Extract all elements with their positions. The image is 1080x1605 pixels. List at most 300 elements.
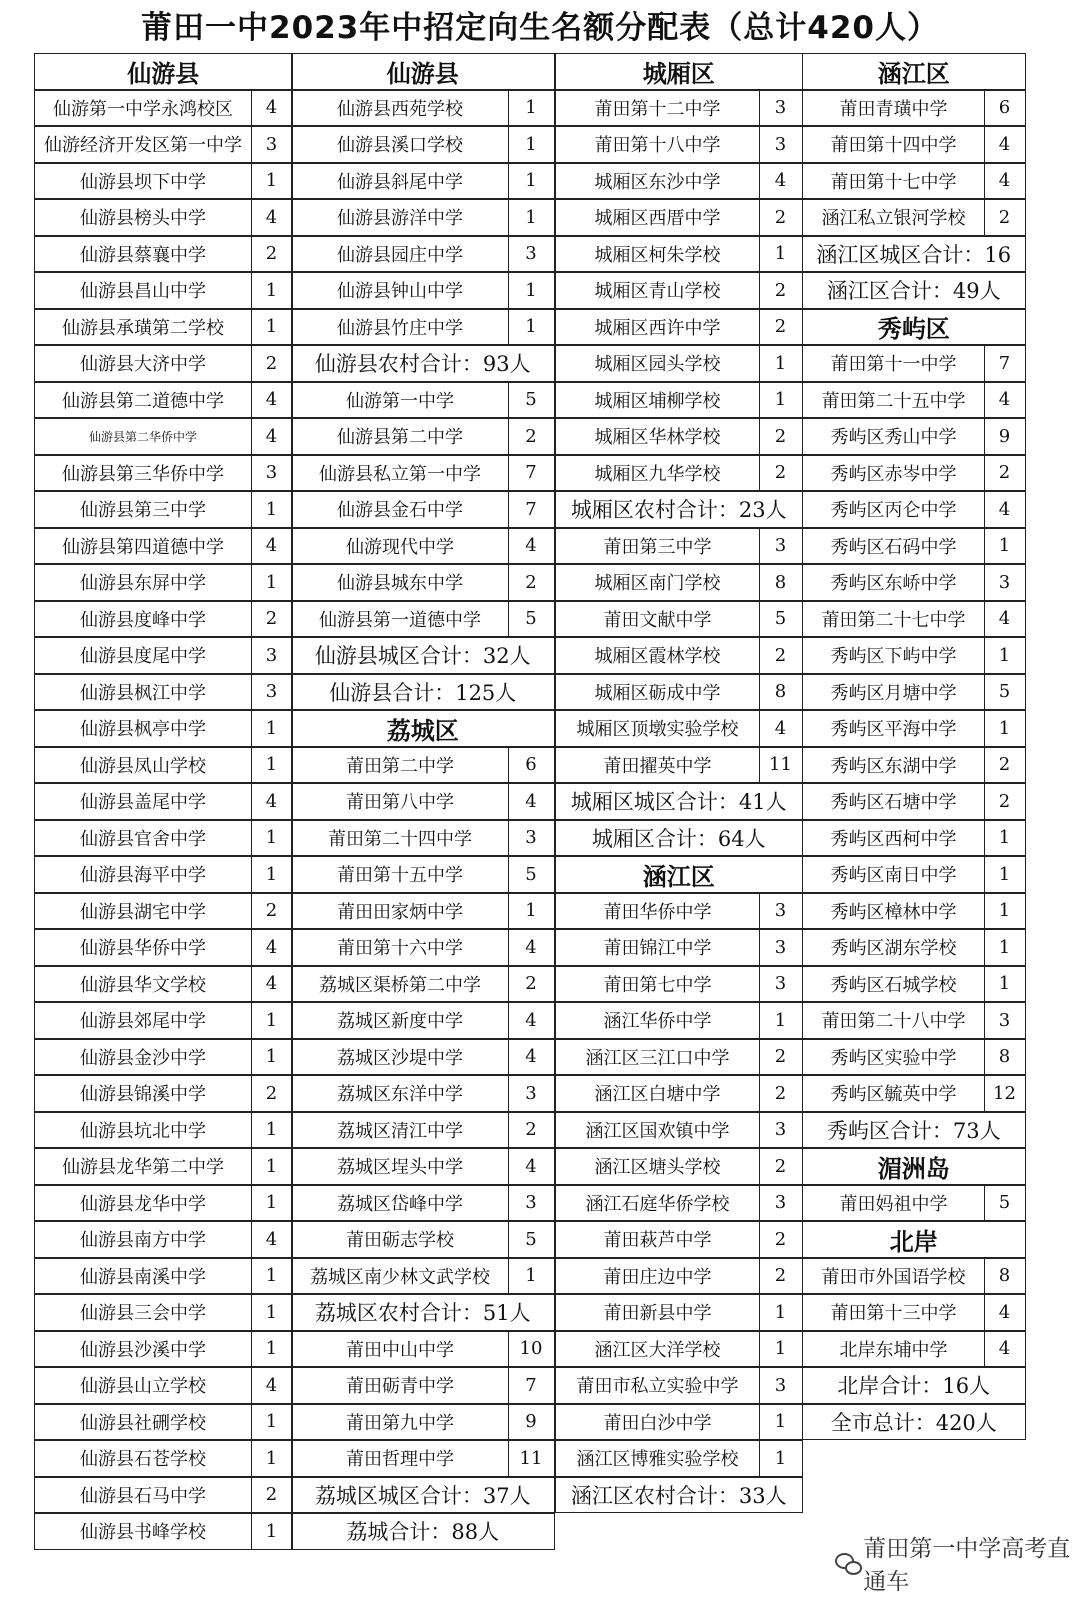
school-name: 仙游县社硎学校 [34,1404,252,1441]
quota-count: 1 [759,236,803,273]
table-row [34,272,293,309]
table-row [291,309,555,346]
region-header-row [291,53,555,90]
quota-count: 10 [508,1331,555,1368]
school-name: 莆田砺青中学 [291,1367,509,1404]
school-name: 涵江区三江口中学 [555,1039,760,1076]
quota-count: 2 [508,966,555,1003]
quota-count: 1 [759,1331,803,1368]
quota-count: 6 [508,747,555,784]
quota-count: 1 [251,1513,293,1550]
quota-count: 3 [759,1185,803,1222]
school-name: 仙游县坝下中学 [34,163,252,200]
school-name: 仙游县榜头中学 [34,199,252,236]
table-row [34,856,293,893]
school-name: 莆田妈祖中学 [802,1185,985,1222]
quota-count: 1 [508,90,555,127]
table-row [802,491,1026,528]
school-name: 仙游第一中学 [291,382,509,419]
quota-count: 1 [508,309,555,346]
quota-count: 1 [984,893,1026,930]
table-row [555,309,803,346]
quota-count: 3 [984,564,1026,601]
subtotal-row [291,637,555,674]
school-name: 仙游县枫江中学 [34,674,252,711]
table-row [802,564,1026,601]
table-row [555,455,803,492]
subtotal: 涵江区合计：49人 [802,272,1026,309]
quota-count: 8 [759,674,803,711]
region-header: 城厢区 [555,53,803,90]
table-row [555,1404,803,1441]
table-row [555,1440,803,1477]
quota-count: 4 [759,710,803,747]
quota-count: 2 [759,455,803,492]
table-row [34,747,293,784]
column-chengxiang-hanjiang [555,53,803,1513]
quota-count: 1 [759,1440,803,1477]
school-name: 仙游县书峰学校 [34,1513,252,1550]
table-row [34,674,293,711]
school-name: 仙游县华文学校 [34,966,252,1003]
school-name: 仙游县园庄中学 [291,236,509,273]
quota-count: 1 [759,1002,803,1039]
quota-count: 1 [251,856,293,893]
school-name: 仙游县私立第一中学 [291,455,509,492]
quota-count: 1 [759,1404,803,1441]
quota-count: 1 [251,1440,293,1477]
school-name: 城厢区埔柳学校 [555,382,760,419]
table-row [34,1513,293,1550]
region-header-row [291,710,555,747]
table-row [802,1075,1026,1112]
school-name: 仙游县蔡襄中学 [34,236,252,273]
school-name: 秀屿区赤岑中学 [802,455,985,492]
table-row [802,893,1026,930]
table-row [34,783,293,820]
table-row [34,1258,293,1295]
quota-count: 3 [759,1112,803,1149]
subtotal-row [802,1404,1026,1441]
school-name: 荔城区新度中学 [291,1002,509,1039]
subtotal-row [802,236,1026,273]
region-header-row [555,53,803,90]
table-row [802,1002,1026,1039]
school-name: 莆田擢英中学 [555,747,760,784]
school-name: 莆田第二十五中学 [802,382,985,419]
school-name: 仙游县钟山中学 [291,272,509,309]
school-name: 城厢区顶墩实验学校 [555,710,760,747]
school-name: 仙游县盖尾中学 [34,783,252,820]
quota-count: 5 [984,674,1026,711]
table-row [291,1367,555,1404]
quota-count: 5 [508,1221,555,1258]
subtotal: 城厢区合计：64人 [555,820,803,857]
table-row [802,856,1026,893]
school-name: 仙游县度峰中学 [34,601,252,638]
quota-count: 4 [984,601,1026,638]
table-row [34,1440,293,1477]
table-row [291,820,555,857]
subtotal: 仙游县合计：125人 [291,674,555,711]
table-row [555,1185,803,1222]
subtotal-row [291,1477,555,1514]
school-name: 仙游县游洋中学 [291,199,509,236]
quota-count: 2 [251,236,293,273]
quota-count: 1 [759,1294,803,1331]
school-name: 仙游县石马中学 [34,1477,252,1514]
page-title: 莆田一中2023年中招定向生名额分配表（总计420人） [141,10,939,46]
table-row [802,455,1026,492]
table-row [291,199,555,236]
quota-count: 3 [251,637,293,674]
quota-count: 2 [251,1477,293,1514]
school-name: 莆田第二十八中学 [802,1002,985,1039]
school-name: 城厢区园头学校 [555,345,760,382]
table-row [555,674,803,711]
school-name: 仙游县第四道德中学 [34,528,252,565]
quota-count: 1 [251,1258,293,1295]
quota-count: 2 [251,1075,293,1112]
quota-count: 4 [508,528,555,565]
school-name: 仙游县官舍中学 [34,820,252,857]
school-name: 仙游县大济中学 [34,345,252,382]
school-name: 仙游县龙华中学 [34,1185,252,1222]
table-row [802,163,1026,200]
table-row [34,564,293,601]
subtotal-row [555,1477,803,1514]
table-row [802,783,1026,820]
quota-count: 4 [251,929,293,966]
quota-count: 3 [251,455,293,492]
table-row [555,272,803,309]
table-row [291,966,555,1003]
quota-count: 4 [984,1331,1026,1368]
region-header-row [802,53,1026,90]
quota-count: 4 [251,783,293,820]
table-row [555,90,803,127]
school-name: 莆田第八中学 [291,783,509,820]
quota-count: 4 [759,163,803,200]
school-name: 仙游县西苑学校 [291,90,509,127]
quota-count: 4 [984,491,1026,528]
subtotal: 仙游县城区合计：32人 [291,637,555,674]
table-row [291,163,555,200]
subtotal-row [802,1112,1026,1149]
school-name: 仙游县三会中学 [34,1294,252,1331]
school-name: 莆田第九中学 [291,1404,509,1441]
table-row [34,601,293,638]
table-row [291,856,555,893]
table-row [34,893,293,930]
school-name: 秀屿区南日中学 [802,856,985,893]
school-name: 莆田田家炳中学 [291,893,509,930]
table-row [291,783,555,820]
quota-count: 1 [251,747,293,784]
subtotal: 涵江区城区合计：16 [802,236,1026,273]
table-row [291,236,555,273]
table-row [555,126,803,163]
school-name: 荔城区东洋中学 [291,1075,509,1112]
school-name: 涵江区博雅实验学校 [555,1440,760,1477]
table-row [34,528,293,565]
quota-count: 7 [508,491,555,528]
subtotal-row [291,1294,555,1331]
table-row [555,1294,803,1331]
school-name: 荔城区岱峰中学 [291,1185,509,1222]
quota-count: 2 [759,1148,803,1185]
table-row [291,1331,555,1368]
school-name: 仙游县金沙中学 [34,1039,252,1076]
region-header-row [555,856,803,893]
table-row [291,1440,555,1477]
table-row [291,1039,555,1076]
quota-count: 4 [251,966,293,1003]
table-row [291,491,555,528]
school-name: 莆田第十一中学 [802,345,985,382]
school-name: 秀屿区东峤中学 [802,564,985,601]
quota-count: 2 [759,309,803,346]
school-name: 莆田第十三中学 [802,1294,985,1331]
school-name: 仙游县山立学校 [34,1367,252,1404]
subtotal-row [291,1513,555,1550]
quota-count: 1 [251,564,293,601]
school-name: 莆田第二十四中学 [291,820,509,857]
quota-count: 1 [508,163,555,200]
table-row [34,710,293,747]
school-name: 秀屿区毓英中学 [802,1075,985,1112]
school-name: 莆田文献中学 [555,601,760,638]
school-name: 莆田第十五中学 [291,856,509,893]
school-name: 秀屿区石塘中学 [802,783,985,820]
subtotal-row [291,345,555,382]
quota-count: 1 [251,1404,293,1441]
table-row [802,1294,1026,1331]
quota-count: 2 [251,601,293,638]
table-row [291,564,555,601]
region-header: 仙游县 [291,53,555,90]
quota-count: 1 [251,1002,293,1039]
quota-count: 3 [759,893,803,930]
table-row [34,1039,293,1076]
table-row [555,893,803,930]
quota-count: 7 [984,345,1026,382]
quota-count: 4 [984,382,1026,419]
table-row [34,309,293,346]
school-name: 莆田青璜中学 [802,90,985,127]
school-name: 涵江石庭华侨学校 [555,1185,760,1222]
school-name: 莆田庄边中学 [555,1258,760,1295]
quota-count: 3 [508,1185,555,1222]
quota-count: 1 [251,163,293,200]
subtotal: 仙游县农村合计：93人 [291,345,555,382]
school-name: 仙游县第一道德中学 [291,601,509,638]
school-name: 仙游县第三华侨中学 [34,455,252,492]
quota-count: 2 [759,272,803,309]
subtotal-row [802,272,1026,309]
quota-count: 2 [984,783,1026,820]
school-name: 莆田锦江中学 [555,929,760,966]
table-row [34,418,293,455]
school-name: 涵江区白塘中学 [555,1075,760,1112]
table-row [555,1331,803,1368]
region-header: 涵江区 [802,53,1026,90]
school-name: 秀屿区秀山中学 [802,418,985,455]
quota-count: 1 [984,856,1026,893]
table-row [802,528,1026,565]
quota-count: 1 [984,820,1026,857]
quota-count: 2 [759,1039,803,1076]
quota-count: 5 [508,601,555,638]
school-name: 仙游县枫亭中学 [34,710,252,747]
school-name: 仙游县锦溪中学 [34,1075,252,1112]
quota-count: 4 [984,1294,1026,1331]
school-name: 仙游县竹庄中学 [291,309,509,346]
region-header-row [802,309,1026,346]
quota-count: 4 [251,382,293,419]
table-row [802,345,1026,382]
table-row [34,199,293,236]
table-row [555,163,803,200]
school-name: 秀屿区下屿中学 [802,637,985,674]
table-row [291,382,555,419]
quota-count: 4 [508,1148,555,1185]
table-row [555,1002,803,1039]
table-row [34,345,293,382]
quota-count: 3 [508,820,555,857]
quota-count: 1 [508,199,555,236]
table-row [34,1221,293,1258]
quota-count: 1 [251,1331,293,1368]
table-row [34,966,293,1003]
school-name: 北岸东埔中学 [802,1331,985,1368]
table-row [34,236,293,273]
quota-count: 8 [984,1258,1026,1295]
table-row [555,1148,803,1185]
table-row [802,674,1026,711]
school-name: 仙游县坑北中学 [34,1112,252,1149]
table-row [291,528,555,565]
school-name: 秀屿区平海中学 [802,710,985,747]
school-name: 仙游县东屏中学 [34,564,252,601]
school-name: 莆田第十四中学 [802,126,985,163]
table-row [555,929,803,966]
table-row [34,1404,293,1441]
table-row [291,418,555,455]
school-name: 仙游县度尾中学 [34,637,252,674]
table-row [291,747,555,784]
school-name: 莆田华侨中学 [555,893,760,930]
school-name: 秀屿区樟林中学 [802,893,985,930]
school-name: 仙游经济开发区第一中学 [34,126,252,163]
table-row [555,637,803,674]
subtotal: 全市总计：420人 [802,1404,1026,1441]
school-name: 莆田第二十七中学 [802,601,985,638]
school-name: 仙游县昌山中学 [34,272,252,309]
table-row [802,1185,1026,1222]
school-name: 仙游县凤山学校 [34,747,252,784]
table-row [291,455,555,492]
region-header-row [802,1221,1026,1258]
subtotal: 荔城区城区合计：37人 [291,1477,555,1514]
school-name: 仙游县石苍学校 [34,1440,252,1477]
region-header: 荔城区 [291,710,555,747]
school-name: 仙游第一中学永鸿校区 [34,90,252,127]
quota-count: 4 [251,528,293,565]
quota-count: 1 [251,1148,293,1185]
table-row [555,1258,803,1295]
quota-count: 4 [251,199,293,236]
table-row [802,601,1026,638]
quota-count: 9 [508,1404,555,1441]
table-row [555,1112,803,1149]
quota-count: 4 [984,126,1026,163]
quota-count: 11 [508,1440,555,1477]
region-header: 湄洲岛 [802,1148,1026,1185]
quota-count: 9 [984,418,1026,455]
quota-count: 1 [508,126,555,163]
quota-count: 3 [984,1002,1026,1039]
quota-count: 3 [251,674,293,711]
quota-count: 7 [508,455,555,492]
school-name: 秀屿区湖东学校 [802,929,985,966]
school-name: 莆田哲理中学 [291,1440,509,1477]
school-name: 荔城区南少林文武学校 [291,1258,509,1295]
quota-count: 2 [984,199,1026,236]
school-name: 仙游县龙华第二中学 [34,1148,252,1185]
subtotal: 涵江区农村合计：33人 [555,1477,803,1514]
table-row [555,382,803,419]
table-row [34,1367,293,1404]
table-row [34,1185,293,1222]
quota-count: 4 [251,1367,293,1404]
quota-count: 5 [759,601,803,638]
table-row [34,1112,293,1149]
table-row [34,929,293,966]
table-row [34,455,293,492]
quota-count: 8 [759,564,803,601]
quota-count: 1 [984,637,1026,674]
quota-count: 1 [251,1185,293,1222]
quota-count: 1 [508,272,555,309]
school-name: 莆田第七中学 [555,966,760,1003]
quota-count: 5 [508,382,555,419]
school-name: 荔城区清江中学 [291,1112,509,1149]
table-row [802,637,1026,674]
quota-count: 5 [984,1185,1026,1222]
school-name: 仙游县斜尾中学 [291,163,509,200]
table-row [802,418,1026,455]
school-name: 仙游县第三中学 [34,491,252,528]
quota-count: 7 [508,1367,555,1404]
table-row [291,1258,555,1295]
quota-count: 2 [759,1075,803,1112]
table-row [291,272,555,309]
table-row [802,126,1026,163]
quota-count: 2 [984,747,1026,784]
table-row [34,1294,293,1331]
quota-count: 3 [508,1075,555,1112]
quota-count: 2 [759,1258,803,1295]
quota-count: 2 [251,893,293,930]
table-row [291,1221,555,1258]
column-hanjiang-xiuyu-beian [802,53,1026,1440]
quota-count: 4 [508,1039,555,1076]
school-name: 仙游县溪口学校 [291,126,509,163]
school-name: 莆田中山中学 [291,1331,509,1368]
subtotal: 荔城合计：88人 [291,1513,555,1550]
quota-count: 1 [251,1039,293,1076]
